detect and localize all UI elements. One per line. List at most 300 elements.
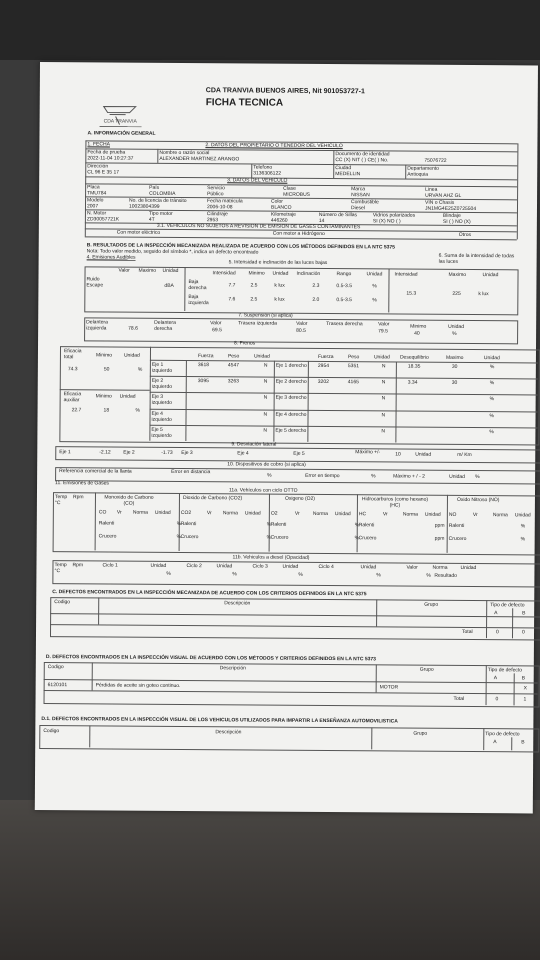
desv-unidad-value: m/ Km — [457, 451, 472, 459]
eficacia-aux-minimo-header: Minimo — [95, 393, 112, 400]
linea-value: URVAN AHZ GL — [425, 192, 462, 199]
susp-del-der-value: 69.5 — [212, 327, 222, 334]
combustible-label: Combustible — [351, 199, 379, 206]
suma-unidad-header: Unidad — [482, 272, 499, 279]
baja-izquierda-intensidad: 7.6 — [228, 296, 236, 303]
desequilibrio-eje-4-unidad: % — [489, 412, 495, 419]
frenos-izq-unidad-header: Unidad — [253, 353, 270, 360]
motor-value: ZD30057721K — [86, 216, 120, 223]
otto-ralenti-hc: Ralenti — [358, 522, 375, 529]
susp-valor-header-3: Valor — [378, 321, 390, 328]
blindaje-value: SI ( ) NO (X) — [442, 218, 471, 226]
susp-unidad-label: Unidad — [448, 323, 465, 330]
direccion-value: CL 96 E 35 17 — [87, 169, 120, 176]
eficacia-aux-minimo: 18 — [103, 407, 110, 414]
d1-grupo-header: Grupo — [413, 730, 428, 737]
susp-unidad-value: % — [452, 330, 457, 337]
diesel-pct-1: % — [166, 570, 171, 577]
diesel-pct-4: % — [376, 572, 381, 579]
d-descripcion-header: Descripción — [219, 665, 246, 672]
otto-subheader-16: NO — [448, 511, 457, 518]
ruido-unit: dBA — [164, 282, 174, 289]
direccion-label: Dirección — [87, 163, 109, 170]
desv-unidad-label: Unidad — [415, 451, 432, 458]
freno-izq-eje-2-peso: 3263 — [227, 378, 239, 385]
nombre-value: ALEXANDER MARTINEZ ARANGO — [159, 155, 240, 163]
d-row-grupo: MOTOR — [379, 684, 399, 691]
pais-value: COLOMBIA — [149, 190, 176, 197]
otto-ralenti-pct-o2: % — [354, 522, 360, 529]
frenos-der-fuerza-header: Fuerza — [317, 353, 334, 361]
susp-tra-der-label: Trasera derecha — [326, 321, 363, 328]
desequilibrio-header: Desequilibrio — [399, 354, 429, 361]
pais-label: País — [149, 184, 160, 191]
freno-izq-eje-3-label: Eje 3 izquierdo — [151, 394, 172, 407]
blindaje-label: Blindaje — [442, 212, 461, 219]
otto-crucero-co2: Crucero — [180, 533, 199, 541]
eficacia-total-unidad: % — [137, 366, 143, 373]
otto-crucero-pct-o2: % — [354, 535, 360, 542]
c-total-b: 0 — [522, 629, 525, 636]
eficacia-total-minimo: 50 — [103, 366, 110, 373]
otto-ralenti-pct-co: % — [176, 520, 182, 527]
baja-derecha-intensidad: 7.7 — [228, 282, 236, 289]
telefono-label: Telefono — [253, 164, 273, 171]
d-tipo-header: Tipo de defecto — [487, 667, 523, 674]
d-codigo-header: Codigo — [47, 664, 64, 671]
baja-izquierda-unidad2: % — [372, 297, 377, 304]
suspension-title: 7. Suspensión (si aplica) — [238, 312, 293, 319]
freno-izq-eje-5-label: Eje 5 izquierdo — [151, 426, 172, 439]
freno-izq-eje-4-label: Eje 4 izquierdo — [151, 410, 172, 423]
section-a-title: A. INFORMACIÓN GENERAL — [87, 130, 156, 137]
baja-derecha-rango: 0.5-3.5 — [336, 283, 353, 290]
otto-subheader-3: Unidad — [154, 509, 171, 516]
susp-minimo-label: Minimo — [410, 323, 427, 330]
otto-crucero-o2: Crucero — [270, 534, 289, 541]
eficacia-aux-unidad-header: Unidad — [119, 393, 136, 400]
otto-subheader-11: Unidad — [334, 511, 351, 518]
frenos-der-peso-header: Peso — [347, 354, 360, 361]
otto-co-header: Monoxido de Carbono (CO) — [104, 494, 154, 507]
licencia-value: 10023804399 — [128, 203, 160, 210]
diesel-header-7: Unidad — [282, 563, 299, 570]
ruido-escape-label: Ruido Escape — [86, 276, 104, 289]
desv-maximo-label: Máximo +/- — [355, 449, 381, 456]
kilometraje-value: 446260 — [270, 217, 288, 224]
diesel-header-11: Norma — [432, 564, 448, 571]
matricula-value: 2006-10-08 — [206, 204, 233, 211]
freno-der-eje-4-unidad: N — [381, 411, 386, 419]
documento-value: 75076722 — [424, 157, 447, 164]
otto-ralenti-ppm-hc: ppm — [434, 522, 445, 529]
desequilibrio-eje-1-value: 18.35 — [407, 363, 421, 370]
desv-eje5-label: Eje 5 — [293, 450, 305, 457]
nombre-label: Nombre o razón social — [159, 149, 210, 157]
licencia-label: No. de licencia de tránsito — [129, 197, 187, 205]
diesel-header-0: Temp °C — [54, 562, 67, 575]
suma-luces-title: 6. Suma de la intensidad de todas las luces — [438, 252, 515, 265]
otto-subheader-9: Vr — [294, 510, 300, 517]
motor-electrico-label: Con motor eléctrico — [116, 229, 161, 236]
emisiones-audibles-title: 4. Emisiones Audibles — [86, 254, 136, 261]
frenos-izq-peso-header: Peso — [227, 353, 240, 360]
motor-hidrogeno-label: Con motor a Hidrógeno — [272, 230, 325, 237]
otto-crucero-pct-co: % — [176, 533, 182, 540]
section-b-note: Nota: Todo valor medido, seguido del símbolo *, indica un defecto encontrado — [86, 248, 259, 256]
otto-crucero-pct-no: % — [520, 536, 526, 543]
ruido-maximo-header: Maximo — [138, 267, 157, 274]
susp-del-izq-value: 78.6 — [128, 325, 138, 332]
otto-subheader-0: CO — [98, 509, 107, 516]
vidrios-value: SI (X) NO ( ) — [372, 218, 401, 225]
section-b-title: B. RESULTADOS DE LA INSPECCIÓN MECANIZADA REALIZADA DE ACUERDO CON LOS MÉTODOS DEFINIDOS EN LA NTC 5375 — [86, 242, 396, 251]
baja-derecha-inclinacion: 2.3 — [312, 282, 320, 289]
desequilibrio-eje-2-value: 3.34 — [407, 379, 418, 386]
modelo-label: Modelo — [87, 197, 104, 204]
d1-tipo-header: Tipo de defecto — [485, 731, 520, 738]
document-page — [35, 62, 538, 813]
d-total-b: 1 — [523, 696, 527, 703]
otto-rpm-label: Rpm — [72, 494, 84, 501]
clase-label: Clase — [283, 185, 296, 192]
baja-izquierda-rango: 0.5-3.5 — [336, 297, 352, 304]
diesel-header-12: Unidad — [460, 564, 477, 572]
modelo-value: 2007 — [86, 203, 99, 210]
cobro-pct-2: % — [371, 473, 376, 480]
otto-title: 11a. Vehículos con ciclo OTTO — [228, 487, 298, 494]
frenos-der-unidad-header: Unidad — [373, 354, 390, 361]
otto-ralenti-co2: Ralenti — [180, 520, 197, 528]
company-name: CDA TRANVIA BUENOS AIRES, Nit 901053727-1 — [205, 87, 365, 96]
sillas-label: Número de Sillas — [318, 211, 358, 219]
desequilibrio-eje-2-unidad: % — [489, 380, 495, 387]
cobro-unidad-value: % — [475, 474, 480, 481]
baja-derecha-minimo: 2.5 — [250, 282, 258, 289]
desv-maximo-value: 10 — [395, 451, 401, 458]
clase-value: MICROBUS — [283, 191, 311, 198]
linea-label: Linea — [425, 186, 438, 193]
ruido-valor-header: Valor — [118, 267, 130, 274]
cobro-error-distancia-label: Error en distancia — [171, 468, 211, 476]
freno-der-eje-2-unidad: N — [381, 379, 386, 386]
freno-izq-eje-1-fuerza: 3618 — [197, 362, 210, 369]
baja-izquierda-unidad: k lux — [274, 296, 285, 303]
c-descripcion-header: Descripción — [224, 600, 251, 607]
desv-eje2-value: -1.73 — [161, 449, 173, 456]
desv-eje2-label: Eje 2 — [123, 449, 135, 456]
susp-tra-izq-value: 80.5 — [296, 327, 306, 334]
d1-b-header: B — [521, 739, 525, 746]
susp-del-izq-label: Delantera izquierda — [86, 319, 108, 332]
eficacia-aux-unidad: % — [135, 407, 141, 414]
freno-der-eje-3-label: Eje 3 derecho — [275, 395, 307, 402]
section-d-title: D. DEFECTOS ENCONTRADOS EN LA INSPECCIÓN VISUAL DE ACUERDO CON LOS MÉTODOS Y CRITERIOS DEFINIDOS EN LA NTC 5373 — [45, 654, 376, 663]
cobro-pct-1: % — [267, 472, 272, 479]
d1-descripcion-header: Descripción — [215, 729, 242, 736]
d-total-label: Total — [453, 695, 465, 702]
diesel-pct-2: % — [232, 571, 237, 578]
documento-types: CC (X) NIT ( ) CE( ) No. — [335, 157, 389, 164]
eficacia-unidad-header: Unidad — [123, 352, 140, 359]
d-row-codigo: 6120101 — [47, 682, 68, 689]
freno-izq-eje-1-peso: 4547 — [227, 362, 240, 369]
desv-eje3-label: Eje 3 — [181, 449, 193, 457]
vidrios-label: Vidrios polarizados — [372, 212, 416, 219]
diesel-pct-3: % — [298, 571, 303, 578]
susp-tra-izq-label: Trasera izquierda — [238, 320, 277, 327]
susp-del-der-label: Delantera derecha — [154, 319, 176, 332]
vin-value: JN1MG4E25Z0725504 — [424, 205, 477, 213]
departamento-label: Departamento — [407, 165, 439, 172]
freno-der-eje-2-fuerza: 3202 — [317, 379, 329, 386]
luces-rango-header: Rango — [336, 271, 352, 278]
otto-ralenti-no: Ralenti — [448, 522, 465, 529]
cobro-unidad-label: Unidad — [449, 473, 465, 480]
frenos-izq-fuerza-header: Fuerza — [197, 353, 214, 360]
freno-izq-eje-4-unidad: N — [263, 411, 268, 418]
vehiculo-section-title: 3. DATOS DEL VEHICULO — [227, 177, 288, 184]
luces-inclinacion-header: Inclinación — [296, 270, 321, 277]
otto-crucero-no: Crucero — [448, 535, 467, 542]
otto-crucero-pct-co2: % — [266, 534, 272, 541]
c-a-header: A — [494, 610, 498, 617]
document-title: FICHA TECNICA — [205, 97, 284, 109]
freno-izq-eje-2-unidad: N — [263, 378, 268, 385]
servicio-value: Público — [207, 191, 224, 198]
otto-ralenti-o2: Ralenti — [270, 521, 287, 528]
motor-label: N. Motor — [86, 210, 107, 217]
company-logo — [96, 102, 146, 130]
placa-label: Placa — [87, 184, 100, 191]
documento-label: Documento de identidad — [335, 151, 390, 158]
luces-intensidad-header: Intensidad — [212, 270, 236, 277]
emisiones-gases-title: 11. Emisiones de Gases — [55, 480, 109, 487]
combustible-value: Diesel — [350, 205, 365, 212]
vin-label: VIN o Chasis — [425, 199, 455, 206]
diesel-pct-5: % — [426, 572, 431, 579]
otto-subheader-13: Vr — [382, 511, 388, 518]
frenos-title: 8. Frenos — [234, 340, 256, 347]
freno-der-eje-1-label: Eje 1 derecho — [275, 362, 307, 369]
cobro-referencia-label: Referencia comercial de la llanta — [59, 468, 132, 475]
baja-izquierda-minimo: 2.5 — [250, 296, 258, 303]
d-grupo-header: Grupo — [419, 666, 434, 673]
otto-crucero-co: Crucero — [98, 533, 117, 540]
desequilibrio-eje-3-unidad: % — [489, 396, 495, 403]
baja-derecha-unidad2: % — [372, 283, 377, 290]
susp-valor-header-2: Valor — [296, 320, 308, 327]
color-value: BLANCO — [270, 204, 292, 211]
otto-subheader-8: O2 — [270, 510, 278, 517]
diesel-header-3: Unidad — [150, 562, 167, 569]
cobro-title: 10. Dispositivos de cobro (si aplica) — [227, 461, 306, 468]
otto-subheader-1: Vr — [116, 509, 122, 516]
propietario-section-label: 2. DATOS DEL PROPIETARIO O TENEDOR DEL VEHICULO — [205, 142, 343, 150]
otto-hc-header: Hidrocarburos (como hexano) (HC) — [361, 496, 429, 509]
otto-ralenti-co: Ralenti — [98, 520, 115, 527]
matricula-label: Fecha matricula — [207, 198, 243, 205]
freno-izq-eje-3-unidad: N — [263, 394, 268, 401]
tipo-motor-label: Tipo motor — [148, 210, 173, 217]
otto-subheader-17: Vr — [472, 512, 478, 519]
cobro-maximo-label: Máximo + / - 2 — [393, 473, 425, 480]
ruido-unidad-header: Unidad — [162, 267, 179, 274]
d-row-descripcion: Pérdidas de aceite sin goteo continuo. — [95, 682, 181, 689]
c-total-a: 0 — [496, 629, 499, 636]
desequilibrio-unidad-header: Unidad — [483, 355, 500, 362]
otto-no-header: Oxido Nitroso (NO) — [456, 496, 500, 504]
freno-der-eje-1-peso: 5351 — [347, 363, 360, 370]
otto-subheader-10: Norma — [312, 510, 328, 518]
otto-subheader-5: Vr — [206, 510, 212, 517]
diesel-header-5: Unidad — [216, 563, 233, 570]
diesel-header-9: Unidad — [360, 564, 377, 571]
otto-ralenti-pct-co2: % — [266, 521, 272, 528]
susp-minimo-value: 40 — [414, 330, 420, 337]
cilindraje-value: 2953 — [206, 217, 219, 224]
eficacia-minimo-header: Minimo — [95, 352, 113, 359]
freno-izq-eje-1-unidad: N — [263, 362, 268, 369]
diesel-header-2: Ciclo 1 — [102, 562, 118, 569]
freno-der-eje-3-unidad: N — [381, 395, 386, 402]
d1-a-header: A — [493, 739, 497, 746]
c-total-label: Total — [462, 628, 473, 636]
eficacia-total-value: 74.3 — [67, 366, 78, 373]
freno-izq-eje-1-label: Eje 1 izquierdo — [151, 361, 173, 374]
luces-bajas-title: 5. Intensidad e inclinación de las luces bajas — [228, 259, 328, 267]
diesel-title: 11b. Vehiculos a diesel (Opacidad) — [232, 554, 310, 561]
otto-subheader-15: Unidad — [424, 511, 441, 518]
d-row-b: X — [523, 685, 528, 692]
servicio-label: Servicio — [207, 185, 225, 192]
baja-izquierda-label: Baja izquierda — [188, 294, 209, 307]
otros-label: Otros — [458, 231, 472, 239]
desequilibrio-maximo-header: Maximo — [445, 354, 464, 361]
otto-subheader-12: HC — [358, 511, 367, 518]
freno-izq-eje-2-label: Eje 2 izquierdo — [151, 377, 173, 391]
desv-eje1-label: Eje 1 — [59, 449, 71, 456]
d-total-a: 0 — [495, 696, 499, 703]
suma-unidad-value: k lux — [478, 291, 489, 298]
section-c-title: C. DEFECTOS ENCONTRADOS EN LA INSPECCIÓN MECANIZADA DE ACUERDO CON LOS CRITERIOS DEFINIDOS EN LA NTC 5375 — [52, 589, 367, 598]
suma-intensidad-header: Intensidad — [394, 271, 418, 278]
diesel-header-8: Ciclo 4 — [318, 563, 334, 571]
susp-valor-header-1: Valor — [210, 320, 222, 327]
desequilibrio-eje-5-unidad: % — [489, 428, 494, 435]
ciudad-value: MEDELLIN — [335, 171, 361, 178]
baja-derecha-unidad: k lux — [274, 282, 285, 289]
c-codigo-header: Codigo — [54, 599, 71, 606]
diesel-header-6: Ciclo 3 — [252, 563, 268, 570]
otto-temp-label: Temp °C — [54, 494, 68, 507]
desequilibrio-eje-2-maximo: 30 — [451, 380, 458, 387]
otto-subheader-14: Norma — [402, 511, 418, 518]
freno-der-eje-5-label: Eje 5 derecho — [275, 427, 307, 434]
baja-derecha-label: Baja derecha — [188, 279, 207, 292]
desequilibrio-eje-1-maximo: 30 — [451, 363, 458, 370]
fecha-label: Fecha de prueba — [87, 149, 126, 156]
fecha-section-label: 1. FECHA — [87, 141, 110, 148]
freno-izq-eje-5-unidad: N — [263, 427, 268, 434]
d-b-header: B — [521, 675, 526, 682]
eficacia-auxiliar-label: Eficacia auxiliar — [63, 391, 82, 404]
ciudad-label: Ciudad — [335, 165, 352, 172]
no-sujetos-title: 3.1. VEHICULOS NO SUJETOS A REVISION DE EMISION DE GASES CONTAMINANTES — [156, 222, 361, 231]
otto-co2-header: Dioxido de Carbono (CO2) — [182, 495, 243, 502]
marca-value: NISSAN — [351, 192, 370, 199]
luces-minimo-header: Minimo — [248, 270, 265, 277]
susp-tra-der-value: 79.5 — [378, 328, 388, 335]
baja-izquierda-inclinacion: 2.0 — [312, 296, 320, 303]
background-dark-top — [0, 0, 540, 60]
placa-value: TMU784 — [87, 190, 107, 197]
cobro-error-tiempo-label: Error en tiempo — [305, 472, 340, 480]
defectos-d1-table — [39, 725, 539, 752]
freno-izq-eje-2-fuerza: 3095 — [197, 378, 209, 385]
suma-maximo-value: 225 — [452, 290, 461, 297]
marca-label: Marca — [351, 186, 366, 193]
cilindraje-label: Cilindraje — [206, 211, 228, 218]
otto-subheader-19: Unidad — [514, 512, 531, 519]
d1-codigo-header: Codigo — [43, 728, 60, 735]
kilometraje-label: Kilometraje — [270, 211, 296, 218]
otto-subheader-6: Norma — [222, 510, 238, 517]
otto-crucero-hc: Crucero — [358, 535, 377, 542]
otto-subheader-7: Unidad — [244, 510, 261, 517]
suma-maximo-header: Maximo — [448, 271, 467, 278]
otto-subheader-2: Norma — [132, 509, 148, 516]
eficacia-total-label: Eficacia total — [63, 348, 82, 361]
section-d1-title: D.1. DEFECTOS ENCONTRADOS EN LA INSPECCIÓN VISUAL DE LOS VEHICULOS UTILIZADOS PARA IMPARTIR LA ENSEÑANZA AUTOMOVILISTICA — [41, 716, 398, 725]
sillas-value: 14 — [318, 217, 325, 224]
eficacia-aux-value: 22.7 — [71, 407, 82, 414]
fecha-value: 2022-11-04 10:27:37 — [87, 155, 134, 162]
diesel-resultado-label: Resultado — [434, 572, 457, 579]
freno-der-eje-2-peso: 4165 — [347, 379, 359, 386]
desviacion-title: 9. Desviación lateral — [231, 441, 277, 448]
otto-subheader-4: CO2 — [180, 509, 192, 517]
luces-unidad-header: Unidad — [272, 270, 289, 277]
d-a-header: A — [493, 675, 498, 682]
diesel-header-10: Valor — [406, 564, 418, 571]
diesel-header-1: Rpm — [72, 562, 84, 569]
luces-unidad2-header: Unidad — [366, 271, 383, 278]
logo-text: CDA TRANVIA — [103, 118, 137, 125]
otto-subheader-18: Norma — [492, 512, 508, 519]
suma-intensidad-value: 15.3 — [406, 290, 417, 297]
departamento-value: Antioquia — [407, 171, 429, 178]
desv-eje1-value: -2.12 — [99, 449, 111, 456]
freno-der-eje-2-label: Eje 2 derecho — [275, 378, 307, 386]
background-surface — [0, 800, 540, 960]
otto-ralenti-pct-no: % — [520, 523, 526, 530]
diesel-header-4: Ciclo 2 — [186, 563, 202, 570]
c-tipo-header: Tipo de defecto — [490, 602, 525, 609]
c-b-header: B — [522, 610, 526, 617]
color-label: Color — [271, 198, 284, 205]
desequilibrio-eje-1-unidad: % — [489, 364, 495, 371]
freno-der-eje-5-unidad: N — [381, 428, 386, 435]
freno-der-eje-1-unidad: N — [381, 363, 386, 370]
c-grupo-header: Grupo — [424, 601, 439, 608]
otto-crucero-ppm-hc: ppm — [434, 535, 445, 542]
tipo-motor-value: 4T — [148, 216, 155, 223]
telefono-value: 3136306122 — [253, 170, 282, 177]
freno-der-eje-4-label: Eje 4 derecho — [275, 411, 307, 418]
otto-o2-header: Oxigeno (O2) — [284, 495, 315, 502]
freno-der-eje-1-fuerza: 2954 — [317, 362, 330, 370]
